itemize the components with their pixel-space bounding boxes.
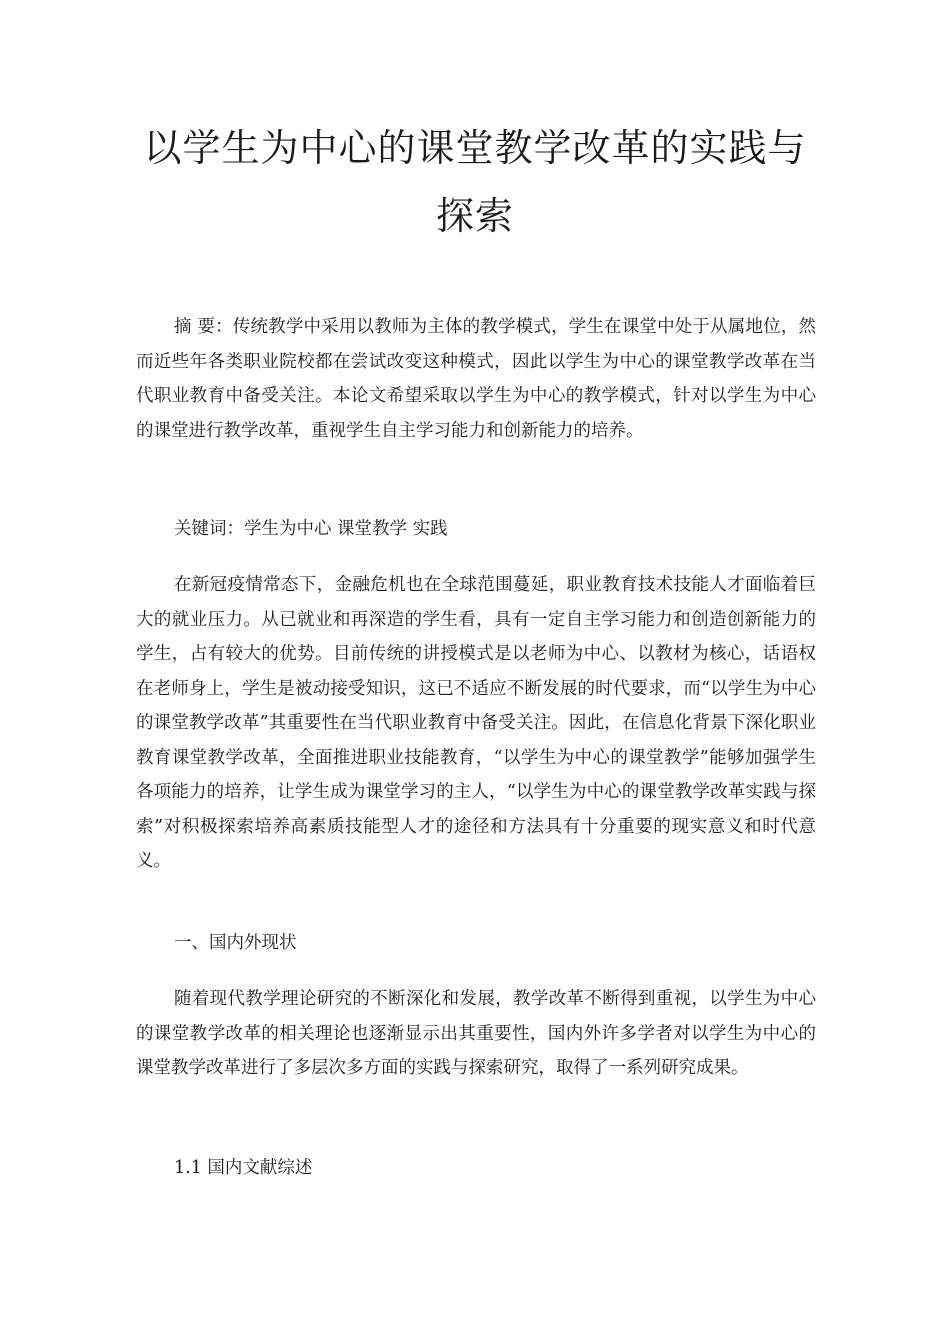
paper-title-line-1: 以学生为中心的课堂教学改革的实践与 [143, 126, 807, 170]
section-1-paragraph: 随着现代教学理论研究的不断深化和发展，教学改革不断得到重视，以学生为中心的课堂教学改革的相关理论也逐渐显示出其重要性，国内外许多学者对以学生为中心的课堂教学改革进行了多层次多方面的实践与探索研究，取得了一系列研究成果。 [136, 989, 816, 1078]
keywords-line: 关键词：学生为中心 课堂教学 实践 [174, 519, 448, 539]
paper-title-line-2: 探索 [435, 194, 514, 238]
section-heading-1: 一、国内外现状 [174, 933, 297, 953]
intro-paragraph: 在新冠疫情常态下，金融危机也在全球范围蔓延，职业教育技术技能人才面临着巨大的就业压力。从已就业和再深造的学生看，具有一定自主学习能力和创造创新能力的学生，占有较大的优势。目前传统的讲授模式是以老师为中心、以教材为核心，话语权在老师身上，学生是被动接受知识，这已不适应不断发展的时代要求，而“以学生为中心的课堂教学改革”其重要性在当代职业教育中备受关注。因此，在信息化背景下深化职业教育课堂教学改革，全面推进职业技能教育，“以学生为中心的课堂教学”能够加强学生各项能力的培养，让学生成为课堂学习的主人，“以学生为中心的课堂教学改革实践与探索”对积极探索培养高素质技能型人才的途径和方法具有十分重要的现实意义和时代意义。 [136, 575, 816, 871]
abstract-paragraph: 摘 要：传统教学中采用以教师为主体的教学模式，学生在课堂中处于从属地位，然而近些年各类职业院校都在尝试改变这种模式，因此以学生为中心的课堂教学改革在当代职业教育中备受关注。本论文希望采取以学生为中心的教学模式，针对以学生为中心的课堂进行教学改革，重视学生自主学习能力和创新能力的培养。 [136, 317, 816, 441]
subsection-heading-1-1: 1.1 国内文献综述 [174, 1158, 313, 1178]
